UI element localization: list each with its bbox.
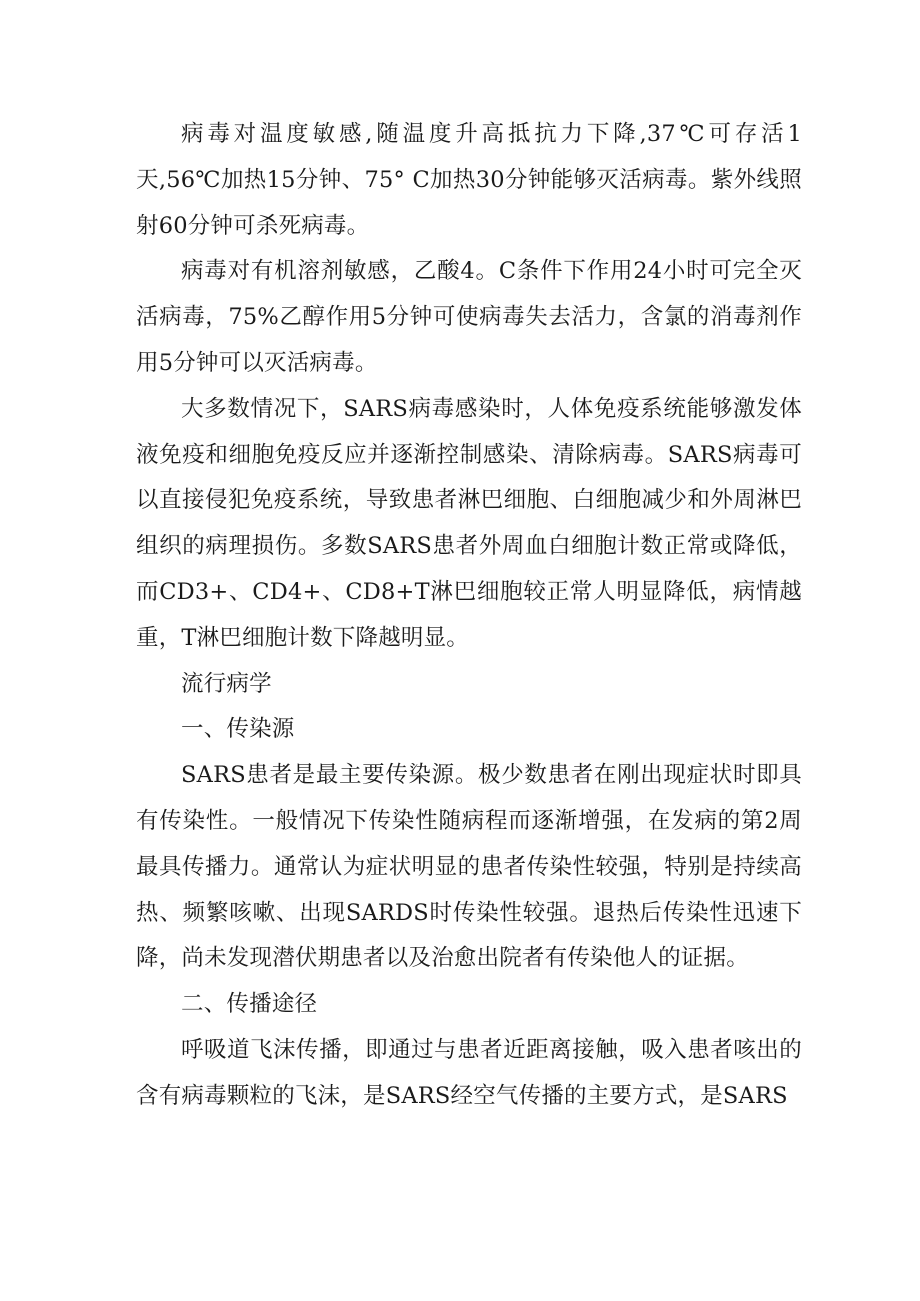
- paragraph-solvent-sensitivity: 病毒对有机溶剂敏感，乙酸4。C条件下作用24小时可完全灭活病毒，75%乙醇作用5分钟可使病毒失去活力，含氯的消毒剂作用5分钟可以灭活病毒。: [136, 258, 802, 376]
- paragraph-immune-response: 大多数情况下，SARS病毒感染时，人体免疫系统能够激发体液免疫和细胞免疫反应并逐渐控制感染、清除病毒。SARS病毒可以直接侵犯免疫系统，导致患者淋巴细胞、白细胞减少和外周淋巴组织的病理损伤。多数SARS患者外周血白细胞计数正常或降低，而CD3+、CD4+、CD8+T淋巴细胞较正常人明显降低，病情越重，T淋巴细胞计数下降越明显。: [136, 395, 802, 651]
- subheading-infection-source: 一、传染源: [181, 716, 295, 743]
- section-heading-epidemiology: 流行病学: [181, 670, 272, 697]
- document-body: [136, 112, 802, 1120]
- paragraph-temperature-sensitivity: 病毒对温度敏感,随温度升高抵抗力下降,37℃可存活1天,56℃加热15分钟、75° C加热30分钟能够灭活病毒。紫外线照射60分钟可杀死病毒。: [136, 121, 802, 239]
- subheading-transmission-route: 二、传播途径: [181, 991, 318, 1018]
- paragraph-infection-source: SARS患者是最主要传染源。极少数患者在刚出现症状时即具有传染性。一般情况下传染性随病程而逐渐增强，在发病的第2周最具传播力。通常认为症状明显的患者传染性较强，特别是持续高热、频繁咳嗽、出现SARDS时传染性较强。退热后传染性迅速下降，尚未发现潜伏期患者以及治愈出院者有传染他人的证据。: [136, 762, 802, 972]
- paragraph-transmission-route: 呼吸道飞沫传播，即通过与患者近距离接触，吸入患者咳出的含有病毒颗粒的飞沫，是SARS经空气传播的主要方式，是SARS: [136, 1036, 802, 1109]
